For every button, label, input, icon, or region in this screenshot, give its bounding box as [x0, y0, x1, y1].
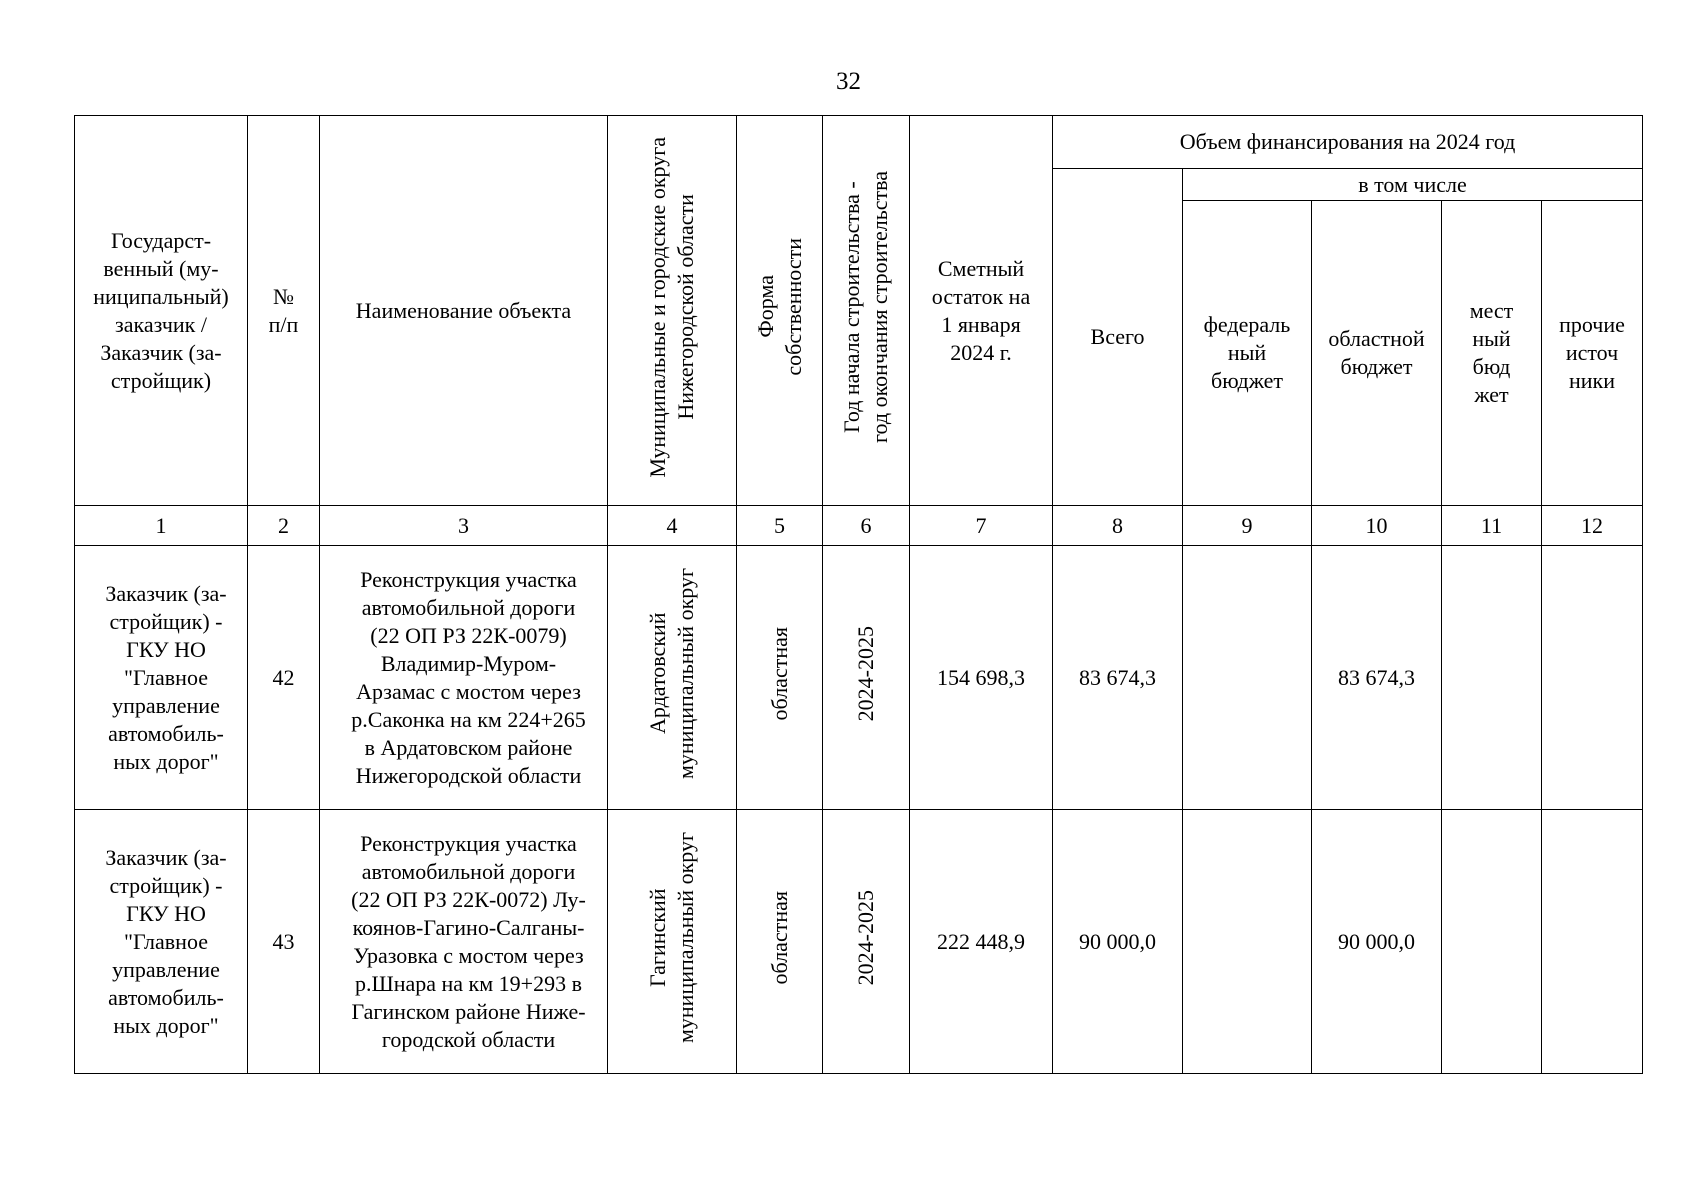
header-years-cell [823, 116, 910, 506]
row-estimate: 154 698,3 [910, 546, 1053, 810]
row-other [1542, 546, 1643, 810]
header-regional: областной бюджет [1312, 201, 1442, 506]
column-number: 8 [1053, 506, 1183, 546]
row-municipality-cell [608, 810, 737, 1074]
header-federal: федераль ный бюджет [1183, 201, 1312, 506]
row-years: 2024-2025 [853, 626, 878, 722]
row-municipality: Ардатовский муниципальный округ [645, 568, 698, 780]
header-customer: Государст- венный (му- ниципальный) заказчик / Заказчик (за- стройщик) [75, 116, 248, 506]
column-number: 7 [910, 506, 1053, 546]
row-estimate: 222 448,9 [910, 810, 1053, 1074]
row-federal [1183, 546, 1312, 810]
row-municipality-cell [608, 546, 737, 810]
row-num: 42 [248, 546, 320, 810]
column-number: 12 [1542, 506, 1643, 546]
row-local [1442, 546, 1542, 810]
header-municipality-cell [608, 116, 737, 506]
table-row [75, 546, 1643, 810]
table-row [75, 810, 1643, 1074]
column-number: 11 [1442, 506, 1542, 546]
page-number: 32 [836, 68, 861, 95]
column-number: 9 [1183, 506, 1312, 546]
row-total: 83 674,3 [1053, 546, 1183, 810]
header-municipality: Муниципальные и городские округа Нижегородской области [645, 136, 698, 478]
row-regional: 83 674,3 [1312, 546, 1442, 810]
row-ownership-cell [737, 546, 823, 810]
row-federal [1183, 810, 1312, 1074]
row-num: 43 [248, 810, 320, 1074]
column-number: 3 [320, 506, 608, 546]
column-number: 1 [75, 506, 248, 546]
header-other: прочие источ ники [1542, 201, 1643, 506]
header-local: мест ный бюд жет [1442, 201, 1542, 506]
column-numbers-row [75, 506, 1643, 546]
header-funding-title: Объем финансирования на 2024 год [1053, 116, 1643, 169]
row-years-cell [823, 546, 910, 810]
column-number: 4 [608, 506, 737, 546]
row-ownership: областная [766, 891, 792, 985]
row-local [1442, 810, 1542, 1074]
header-years: Год начала строительства - год окончания строительства [839, 171, 892, 443]
header-ownership-cell [737, 116, 823, 506]
column-number: 5 [737, 506, 823, 546]
header-object-name: Наименование объекта [320, 116, 608, 506]
row-ownership: областная [766, 627, 792, 721]
row-object-name: Реконструкция участка автомобильной дороги (22 ОП РЗ 22К-0072) Лу- коянов-Гагино-Салганы- Уразовка с мостом через р.Шнара на км 19+293 в Гагинском районе Ниже- городской области [320, 810, 608, 1074]
column-number: 10 [1312, 506, 1442, 546]
row-years: 2024-2025 [853, 890, 878, 986]
header-including: в том числе [1183, 169, 1643, 201]
row-customer: Заказчик (за- стройщик) - ГКУ НО "Главное управление автомобиль- ных дорог" [75, 546, 248, 810]
row-other [1542, 810, 1643, 1074]
column-number: 6 [823, 506, 910, 546]
header-ownership: Форма собственности [752, 238, 806, 376]
header-num: № п/п [248, 116, 320, 506]
row-regional: 90 000,0 [1312, 810, 1442, 1074]
row-municipality: Гагинский муниципальный округ [645, 832, 698, 1044]
row-object-name: Реконструкция участка автомобильной дороги (22 ОП РЗ 22К-0079) Владимир-Муром- Арзамас с мостом через р.Саконка на км 224+265 в Ардатовском районе Нижегородской области [320, 546, 608, 810]
header-estimate: Сметный остаток на 1 января 2024 г. [910, 116, 1053, 506]
row-ownership-cell [737, 810, 823, 1074]
column-number: 2 [248, 506, 320, 546]
header-total: Всего [1053, 169, 1183, 506]
row-years-cell [823, 810, 910, 1074]
row-total: 90 000,0 [1053, 810, 1183, 1074]
row-customer: Заказчик (за- стройщик) - ГКУ НО "Главное управление автомобиль- ных дорог" [75, 810, 248, 1074]
financing-table [74, 115, 1643, 1074]
